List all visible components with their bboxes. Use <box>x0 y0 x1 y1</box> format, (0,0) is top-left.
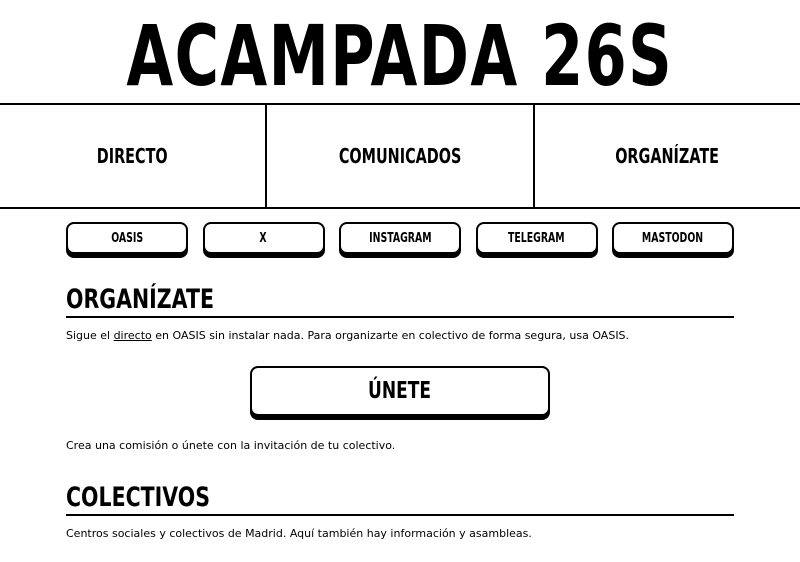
social-button-telegram[interactable] <box>476 222 598 254</box>
social-button-label: TELEGRAM <box>508 230 565 246</box>
social-button-label: MASTODON <box>642 230 704 246</box>
social-button-label: X <box>259 230 268 246</box>
social-links <box>66 222 734 254</box>
unete-button[interactable] <box>250 366 550 416</box>
colectivos-intro: Centros sociales y colectivos de Madrid. Aquí también hay información y asambleas. <box>66 527 532 540</box>
site-title-text: ACAMPADA 26S <box>126 7 674 105</box>
nav-item-organizate[interactable] <box>535 105 800 207</box>
social-button-oasis[interactable] <box>66 222 188 254</box>
directo-link[interactable]: directo <box>113 329 152 342</box>
organizate-intro <box>66 329 766 343</box>
colectivos-heading-text: COLECTIVOS <box>66 482 211 513</box>
social-button-instagram[interactable] <box>339 222 461 254</box>
social-button-mastodon[interactable] <box>612 222 734 254</box>
organizate-intro-before: Sigue el <box>66 329 114 342</box>
nav-item-directo[interactable] <box>0 105 267 207</box>
social-button-label: OASIS <box>111 230 143 246</box>
site-title <box>0 7 800 105</box>
nav-item-label: DIRECTO <box>97 144 169 168</box>
organizate-heading <box>66 284 734 318</box>
organizate-intro-after: en OASIS sin instalar nada. Para organizarte en colectivo de forma segura, usa OASIS. <box>151 329 630 342</box>
main-nav <box>0 103 800 209</box>
social-button-x[interactable] <box>203 222 325 254</box>
organizate-heading-text: ORGANÍZATE <box>66 284 214 315</box>
nav-item-label: ORGANÍZATE <box>615 144 720 168</box>
nav-item-comunicados[interactable] <box>267 105 534 207</box>
social-button-label: INSTAGRAM <box>368 230 432 246</box>
colectivos-heading <box>66 482 734 516</box>
organizate-note: Crea una comisión o únete con la invitación de tu colectivo. <box>66 439 396 452</box>
unete-button-label: ÚNETE <box>368 378 432 404</box>
nav-item-label: COMUNICADOS <box>338 144 462 168</box>
